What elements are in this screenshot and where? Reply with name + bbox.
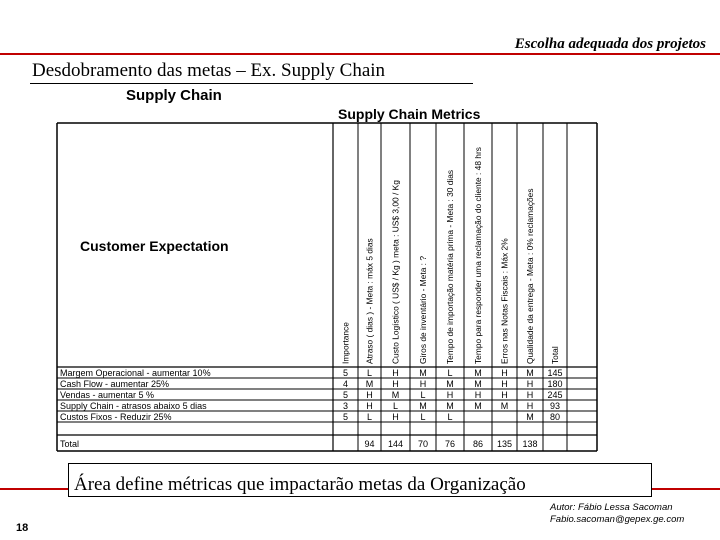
total-cell: 138: [522, 439, 538, 449]
matrix-cell: H: [501, 368, 508, 378]
row-label: Cash Flow - aumentar 25%: [60, 379, 170, 389]
total-cell: 86: [472, 439, 484, 449]
matrix-cell: L: [366, 412, 373, 422]
matrix-cell: 80: [549, 412, 561, 422]
column-header: Qualidade da entrega - Meta : 0% reclamações: [525, 188, 535, 364]
matrix-cell: H: [526, 390, 534, 400]
total-cell: 70: [417, 439, 429, 449]
matrix-cell: 245: [547, 390, 563, 400]
matrix-cell: H: [392, 379, 399, 389]
matrix-cell: L: [447, 368, 453, 378]
footer-callout-text: Área define métricas que impactarão metas da Organização: [74, 474, 526, 495]
slide-title: Desdobramento das metas – Ex. Supply Chain: [32, 60, 386, 81]
page-number: 18: [16, 522, 29, 534]
matrix-cell: M: [474, 379, 482, 389]
total-cell: 94: [364, 439, 375, 449]
total-row-label: Total: [60, 439, 80, 449]
column-header: Tempo de importação matéria prima - Meta : 30 dias: [445, 169, 455, 364]
row-label: Margem Operacional - aumentar 10%: [60, 368, 211, 378]
matrix-cell: M: [526, 412, 534, 422]
matrix-cell: 180: [547, 379, 563, 389]
matrix-cell: L: [420, 412, 426, 422]
matrix-cell: M: [419, 368, 427, 378]
row-label: Custos Fixos - Reduzir 25%: [60, 412, 172, 422]
matrix-cell: 4: [342, 379, 349, 389]
matrix-cell: H: [366, 390, 373, 400]
total-cell: 76: [444, 439, 456, 449]
matrix-cell: H: [366, 401, 373, 411]
customer-expectation-label: Customer Expectation: [80, 238, 229, 254]
metrics-label: Supply Chain Metrics: [338, 106, 481, 122]
matrix-cell: 145: [547, 368, 563, 378]
header-title: Escolha adequada dos projetos: [514, 36, 706, 52]
column-header: Erros nas Notas Fiscais : Máx 2%: [499, 238, 510, 364]
matrix-cell: H: [501, 390, 508, 400]
matrix-cell: 3: [342, 401, 349, 411]
matrix-cell: M: [526, 368, 534, 378]
matrix-cell: H: [474, 390, 482, 400]
matrix-cell: H: [419, 379, 427, 389]
row-label: Supply Chain - atrasos abaixo 5 dias: [60, 401, 207, 411]
matrix-cell: M: [474, 368, 482, 378]
column-header: Custo Logístico ( US$ / Kg ) meta : US$ 3,00 / Kg: [390, 180, 401, 364]
author-email: Fabio.sacoman@gepex.ge.com: [550, 514, 685, 525]
column-header: Giros de inventário - Meta : ?: [418, 256, 428, 364]
total-cell: 144: [387, 439, 404, 449]
matrix-cell: M: [419, 401, 427, 411]
matrix-cell: M: [391, 390, 400, 400]
column-header: Atraso ( dias ) - Meta : máx 5 dias: [364, 238, 375, 364]
matrix-cell: 93: [549, 401, 561, 411]
matrix-cell: H: [526, 379, 534, 389]
matrix-cell: H: [526, 401, 534, 411]
column-header: Tempo para responder uma reclamação do cliente : 48 hrs: [473, 147, 483, 364]
matrix-cell: 5: [342, 412, 349, 422]
author-name: Autor: Fábio Lessa Sacoman: [550, 502, 673, 513]
matrix-cell: H: [392, 412, 399, 422]
column-header: Importance: [340, 322, 351, 364]
column-header: Total: [550, 346, 560, 364]
matrix-cell: L: [420, 390, 426, 400]
matrix-cell: H: [501, 379, 508, 389]
matrix-cell: M: [500, 401, 509, 411]
matrix-cell: L: [366, 368, 373, 378]
supply-chain-label: Supply Chain: [126, 87, 222, 104]
matrix-cell: M: [365, 379, 374, 389]
matrix-cell: 5: [342, 368, 349, 378]
matrix-cell: L: [447, 412, 453, 422]
matrix-cell: M: [446, 379, 454, 389]
matrix-cell: M: [474, 401, 482, 411]
total-cell: 135: [496, 439, 513, 449]
row-label: Vendas - aumentar 5 %: [60, 390, 155, 400]
matrix-cell: H: [392, 368, 399, 378]
matrix-cell: H: [446, 390, 454, 400]
author-info: [550, 502, 684, 526]
matrix-cell: 5: [342, 390, 349, 400]
matrix-cell: L: [392, 401, 399, 411]
matrix-cell: M: [446, 401, 454, 411]
